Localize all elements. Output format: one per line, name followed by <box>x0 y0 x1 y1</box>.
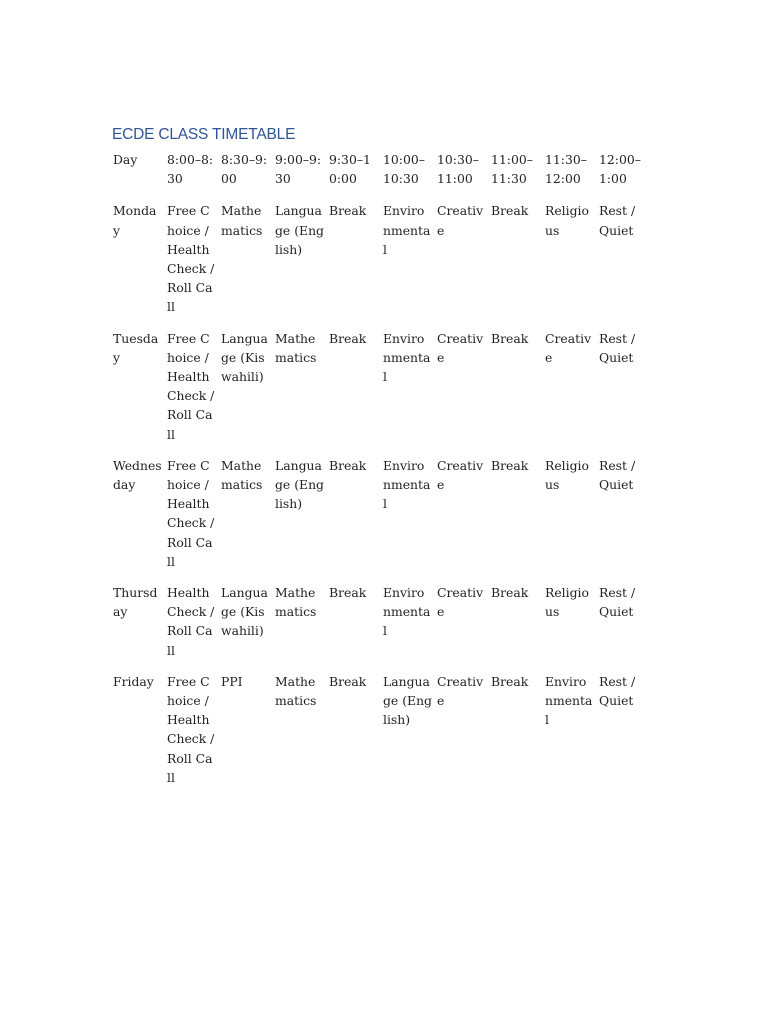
lesson-cell: Break <box>329 673 367 689</box>
header-time-slot: 10:00–10:30 <box>383 152 425 187</box>
lesson-cell: Environmental <box>383 330 431 385</box>
header-time-slot: 12:00–1:00 <box>599 152 641 187</box>
lesson-cell: Rest / Quiet <box>599 673 636 709</box>
lesson-cell: Break <box>329 457 367 473</box>
lesson-cell: Mathematics <box>275 330 317 365</box>
lesson-cell: Religious <box>545 585 589 620</box>
header-day: Day <box>113 152 138 167</box>
lesson-cell: Environmental <box>383 457 431 512</box>
lesson-cell: Mathematics <box>221 457 263 493</box>
day-cell: Friday <box>113 673 154 689</box>
lesson-cell: Free Choice / Health Check / Roll Call <box>167 203 215 315</box>
lesson-cell: Language (English) <box>275 203 324 257</box>
lesson-cell: Break <box>329 330 367 346</box>
lesson-cell: Creative <box>437 457 484 493</box>
document-page <box>112 124 652 799</box>
lesson-cell: Creative <box>437 673 484 709</box>
table-row <box>112 583 652 672</box>
header-time-slot: 9:00–9:30 <box>275 152 322 187</box>
lesson-cell: Creative <box>545 330 592 365</box>
lesson-cell: Mathematics <box>275 673 317 709</box>
lesson-cell: Environmental <box>545 673 593 728</box>
lesson-cell: Free Choice / Health Check / Roll Call <box>167 330 215 442</box>
day-cell: Wednesday <box>113 457 162 493</box>
header-time-slot: 8:00–8:30 <box>167 152 214 187</box>
header-time-slot: 8:30–9:00 <box>221 152 268 187</box>
lesson-cell: Religious <box>545 457 589 493</box>
day-cell: Tuesday <box>113 330 159 365</box>
lesson-cell: Environmental <box>383 585 431 639</box>
lesson-cell: Rest / Quiet <box>599 457 636 493</box>
table-row <box>112 672 652 799</box>
lesson-cell: Creative <box>437 330 484 365</box>
lesson-cell: Free Choice / Health Check / Roll Call <box>167 457 215 569</box>
lesson-cell: Free Choice / Health Check / Roll Call <box>167 673 215 785</box>
lesson-cell: Break <box>491 457 529 473</box>
lesson-cell: Break <box>491 585 529 601</box>
lesson-cell: Break <box>329 585 367 601</box>
lesson-cell: Mathematics <box>275 585 317 620</box>
lesson-cell: Break <box>329 203 367 219</box>
lesson-cell: Rest / Quiet <box>599 330 636 365</box>
lesson-cell: Break <box>491 673 529 689</box>
lesson-cell: Environmental <box>383 203 431 257</box>
lesson-cell: Break <box>491 203 529 219</box>
lesson-cell: Language (Kiswahili) <box>221 330 268 385</box>
table-row <box>112 329 652 456</box>
table-row <box>112 456 652 583</box>
lesson-cell: PPI <box>221 673 243 689</box>
day-cell: Monday <box>113 203 157 238</box>
lesson-cell: Rest / Quiet <box>599 203 636 238</box>
header-time-slot: 10:30–11:00 <box>437 152 479 187</box>
header-row <box>112 150 652 201</box>
lesson-cell: Break <box>491 330 529 346</box>
lesson-cell: Language (Kiswahili) <box>221 585 268 639</box>
document-title: ECDE CLASS TIMETABLE <box>112 126 296 143</box>
lesson-cell: Language (English) <box>383 673 432 728</box>
lesson-cell: Creative <box>437 585 484 620</box>
lesson-cell: Creative <box>437 203 484 238</box>
header-time-slot: 9:30–10:00 <box>329 152 371 187</box>
day-cell: Thursday <box>113 585 158 620</box>
lesson-cell: Language (English) <box>275 457 324 512</box>
table-row <box>112 201 652 328</box>
lesson-cell: Religious <box>545 203 589 238</box>
lesson-cell: Health Check / Roll Call <box>167 585 215 658</box>
header-time-slot: 11:30–12:00 <box>545 152 587 187</box>
header-time-slot: 11:00–11:30 <box>491 152 533 187</box>
lesson-cell: Mathematics <box>221 203 263 238</box>
lesson-cell: Rest / Quiet <box>599 585 636 620</box>
timetable <box>112 150 652 799</box>
